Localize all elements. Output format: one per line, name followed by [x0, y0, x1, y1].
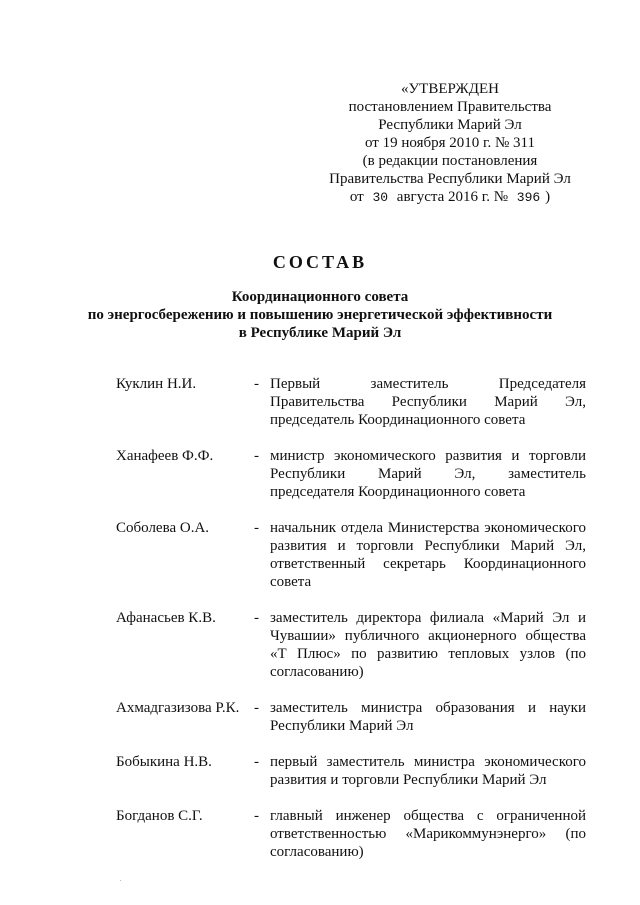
member-role: министр экономического развития и торговли Республики Марий Эл, заместитель председателя Координационного совета	[270, 448, 586, 500]
member-row	[116, 375, 586, 429]
member-dash: -	[254, 376, 259, 392]
members-list	[116, 375, 586, 879]
member-dash: -	[254, 520, 259, 536]
approval-line: Правительства Республики Марий Эл	[329, 171, 571, 187]
subheading-line: Координационного совета	[231, 289, 409, 305]
approval-block	[300, 80, 600, 207]
member-role: заместитель министра образования и науки Республики Марий Эл	[270, 700, 586, 734]
amendment-month-year: августа 2016 г. №	[396, 189, 509, 205]
scan-artifact	[120, 880, 121, 881]
member-row	[116, 753, 586, 789]
member-name: Ахмадгазизова Р.К.	[116, 700, 240, 716]
member-role: начальник отдела Министерства экономического развития и торговли Республики Марий Эл, ответственный секретарь Координационного совета	[270, 520, 586, 590]
approval-line: от 19 ноября 2010 г. № 311	[365, 135, 535, 151]
member-name: Соболева О.А.	[116, 520, 210, 536]
member-row	[116, 447, 586, 501]
member-dash: -	[254, 808, 259, 824]
subheading-line: по энергосбережению и повышению энергетической эффективности	[87, 307, 553, 323]
member-name: Куклин Н.И.	[116, 376, 197, 392]
member-name: Богданов С.Г.	[116, 808, 203, 824]
subheading-line: в Республике Марий Эл	[238, 325, 402, 341]
member-row	[116, 699, 586, 735]
member-name: Афанасьев К.В.	[116, 610, 216, 626]
amendment-date-line	[300, 188, 600, 207]
approval-line: (в редакции постановления	[362, 153, 538, 169]
member-name: Ханафеев Ф.Ф.	[116, 448, 214, 464]
amendment-prefix: от	[349, 189, 364, 205]
member-role: главный инженер общества с ограниченной ответственностью «Марикоммунэнерго» (по согласованию)	[270, 808, 586, 860]
member-role: первый заместитель министра экономического развития и торговли Республики Марий Эл	[270, 754, 586, 788]
member-name: Бобыкина Н.В.	[116, 754, 212, 770]
member-dash: -	[254, 754, 259, 770]
approval-line: Республики Марий Эл	[378, 117, 522, 133]
amendment-day: 30	[372, 190, 389, 205]
member-role: Первый заместитель Председателя Правительства Республики Марий Эл, председатель Координационного совета	[270, 376, 586, 428]
member-dash: -	[254, 448, 259, 464]
member-row	[116, 519, 586, 591]
member-role: заместитель директора филиала «Марий Эл и Чувашии» публичного акционерного общества «Т Плюс» по развитию тепловых узлов (по согласованию)	[270, 610, 586, 680]
member-dash: -	[254, 700, 259, 716]
approval-line: постановлением Правительства	[348, 99, 552, 115]
document-subheading	[60, 288, 580, 342]
member-row	[116, 609, 586, 681]
amendment-number: 396	[516, 190, 541, 205]
amendment-suffix: )	[545, 189, 551, 205]
member-dash: -	[254, 610, 259, 626]
approval-line: «УТВЕРЖДЕН	[401, 81, 499, 97]
document-heading: СОСТАВ	[272, 252, 368, 272]
member-row	[116, 807, 586, 861]
